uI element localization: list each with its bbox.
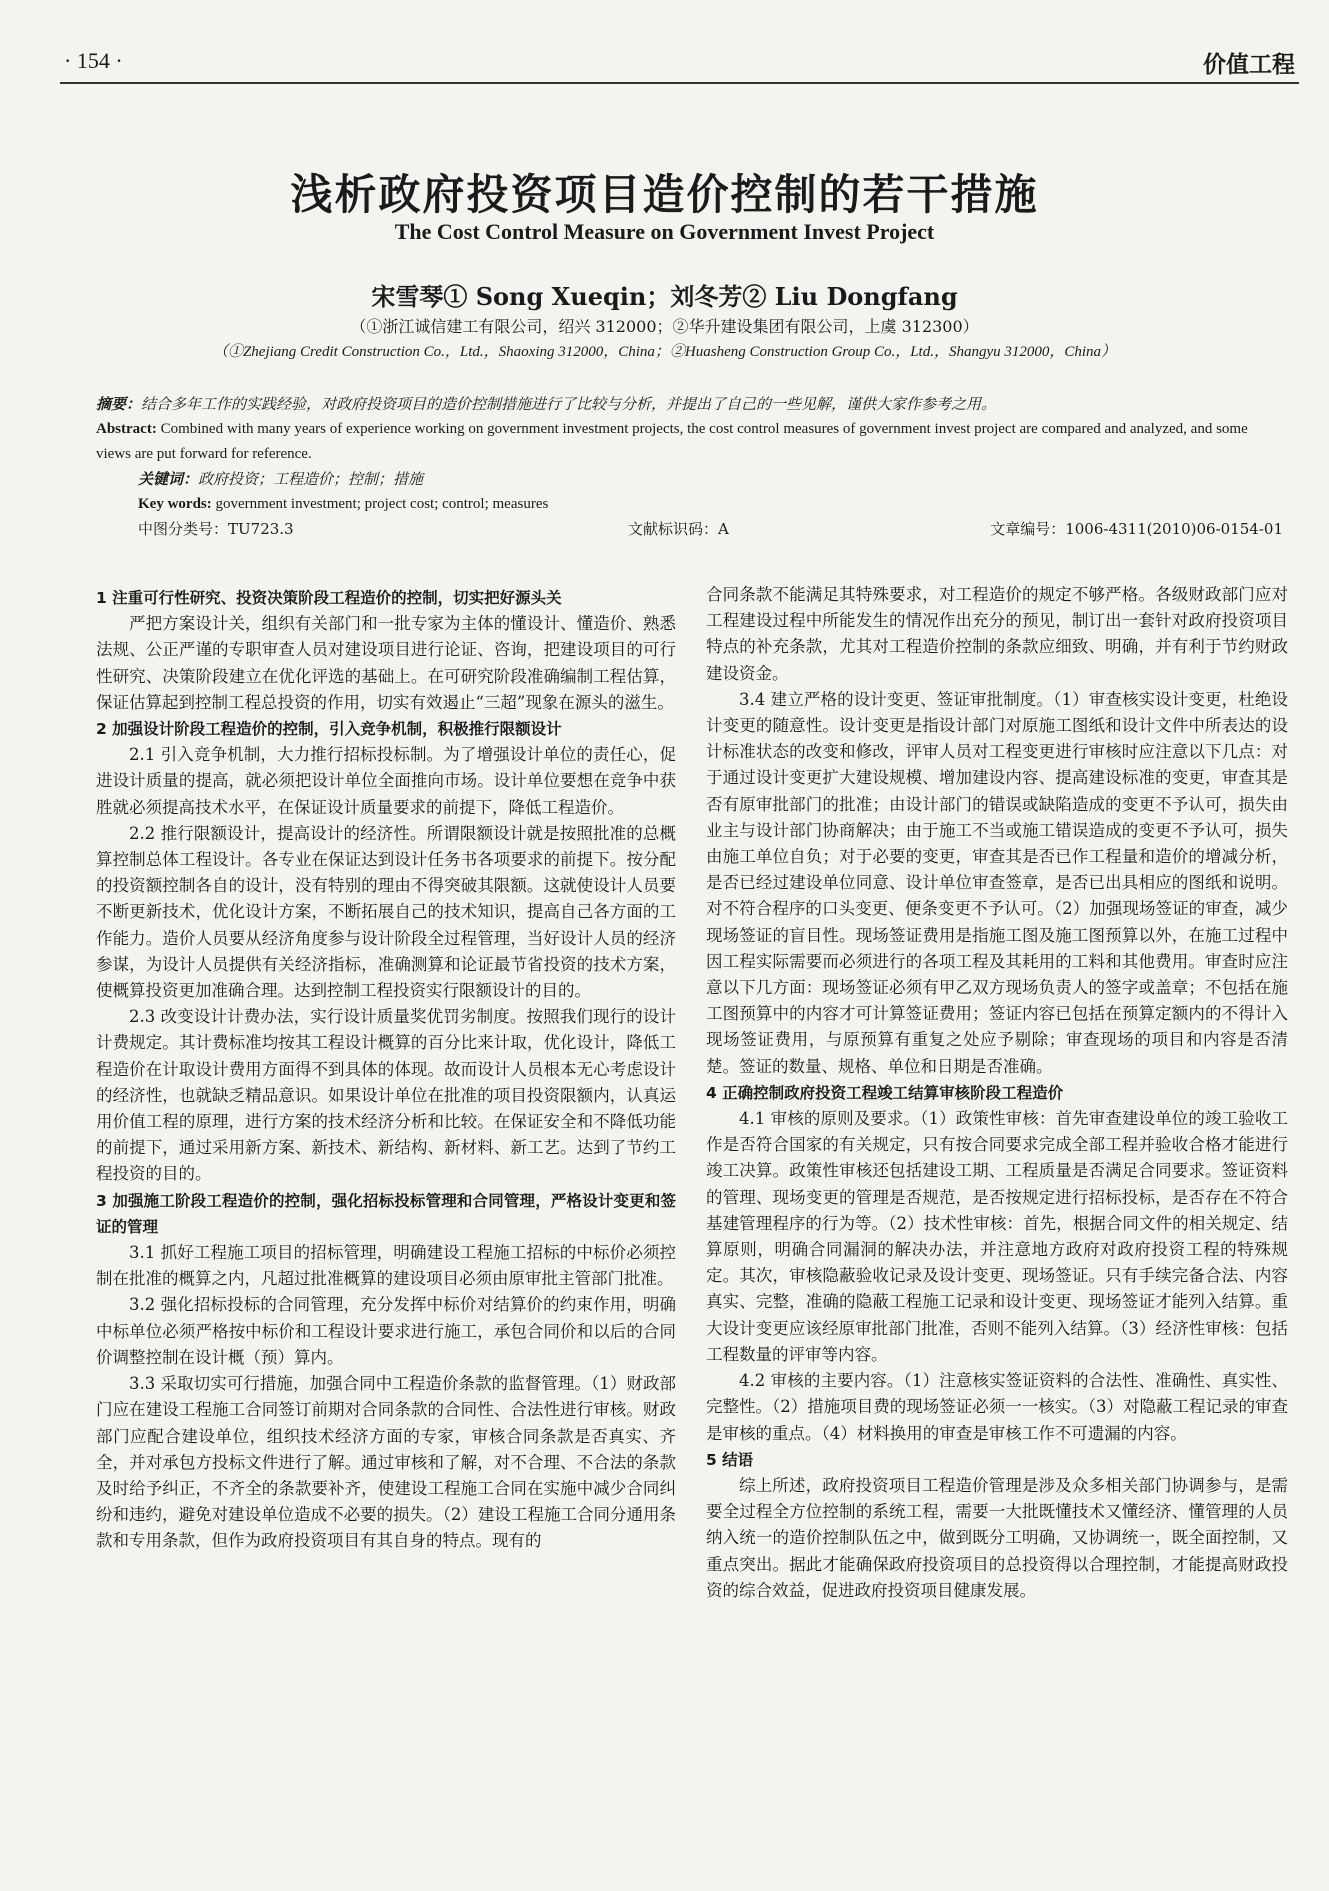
keywords-en-text: government investment; project cost; control; measures <box>215 496 549 512</box>
paragraph: 3.4 建立严格的设计变更、签证审批制度。（1）审查核实设计变更，杜绝设计变更的随意性。设计变更是指设计部门对原施工图纸和设计文件中所表达的设计标准状态的改变和修改，评审人员对工程变更进行审核时应注意以下几点：对于通过设计变更扩大建设规模、增加建设内容、提高建设标准的变更，审查其是否有原审批部门的批准；由设计部门的错误或缺陷造成的变更不予认可，损失由业主与设计部门协商解决；由于施工不当或施工错误造成的变更不予认可，损失由施工单位自负；对于必要的变更，审查其是否已作工程量和造价的增减分析，是否已经过建设单位同意、设计单位审查签章，是否已出具相应的图纸和说明。对不符合程序的口头变更、便条变更不予认可。（2）加强现场签证的审查，减少现场签证的盲目性。现场签证费用是指施工图及施工图预算以外，在施工过程中因工程实际需要而必须进行的各项工程及其耗用的工料和其他费用。审查时应注意以下几方面：现场签证必须有甲乙双方现场负责人的签字或盖章；不包括在施工图预算中的内容才可计算签证费用；签证内容已包括在预算定额内的不得计入现场签证费用，与原预算有重复之处应予剔除；审查现场的项目和内容是否清楚。签证的数量、规格、单位和日期是否准确。 <box>706 689 1288 1076</box>
abstract-english <box>54 417 1283 467</box>
section-heading-3: 3 加强施工阶段工程造价的控制，强化招标投标管理和合同管理，严格设计变更和签证的管理 <box>96 1191 676 1236</box>
paragraph: 4.1 审核的原则及要求。（1）政策性审核：首先审查建设单位的竣工验收工作是否符合国家的有关规定，只有按合同要求完成全部工程并验收合格才能进行竣工决算。政策性审核还包括建设工期、工程质量是否满足合同要求。签证资料的管理、现场变更的管理是否规范，是否按规定进行招标投标，是否存在不符合基建管理程序的行为等。（2）技术性审核：首先，根据合同文件的相关规定、结算原则，明确合同漏洞的解决办法，并注意地方政府对政府投资工程的特殊规定。其次，审核隐蔽验收记录及设计变更、现场签证。只有手续完备合法、内容真实、完整，准确的隐蔽工程施工记录和设计变更、现场签证才能列入结算。重大设计变更应该经原审批部门批准，否则不能列入结算。（3）经济性审核：包括工程数量的评审等内容。 <box>706 1109 1288 1364</box>
abstract-cn-label: 摘要： <box>96 395 142 413</box>
right-column <box>706 582 1288 1604</box>
abstract-cn-text: 结合多年工作的实践经验，对政府投资项目的造价控制措施进行了比较与分析，并提出了自己的一些见解，谨供大家作参考之用。 <box>141 395 997 413</box>
abstract-en-text: Combined with many years of experience working on government investment projects, the cost control measures of government invest project are compared and analyzed, and some views are put forward for reference. <box>96 421 1248 462</box>
article-number: 文章编号：1006-4311(2010)06-0154-01 <box>990 520 1283 538</box>
abstract-chinese <box>96 392 1283 417</box>
running-header <box>60 46 1299 84</box>
keywords-english <box>138 492 1283 517</box>
keywords-cn-text: 政府投资；工程造价；控制；措施 <box>198 470 424 488</box>
keywords-chinese <box>138 467 1283 492</box>
title-english: The Cost Control Measure on Government Invest Project <box>394 219 935 244</box>
section-heading-4: 4 正确控制政府投资工程竣工结算审核阶段工程造价 <box>706 1083 1064 1102</box>
authors: 宋雪琴① Song Xueqin；刘冬芳② Liu Dongfang <box>371 282 958 311</box>
paragraph: 综上所述，政府投资项目工程造价管理是涉及众多相关部门协调参与，是需要全过程全方位控制的系统工程，需要一大批既懂技术又懂经济、懂管理的人员纳入统一的造价控制队伍之中，做到既分工明确，又协调统一，既全面控制，又重点突出。据此才能确保政府投资项目的总投资得以合理控制，才能提高财政投资的综合效益，促进政府投资项目健康发展。 <box>706 1475 1288 1600</box>
section-heading-5: 5 结语 <box>706 1450 754 1469</box>
left-column <box>96 585 676 1555</box>
section-heading-2: 2 加强设计阶段工程造价的控制，引入竞争机制，积极推行限额设计 <box>96 720 562 739</box>
paragraph: 3.3 采取切实可行措施，加强合同中工程造价条款的监督管理。（1）财政部门应在建设工程施工合同签订前期对合同条款的合同性、合法性进行审核。财政部门应配合建设单位，组织技术经济方面的专家，审核合同条款是否真实、齐全，并对承包方投标文件进行了解。通过审核和了解，对不合理、不合法的条款及时给予纠正，不齐全的条款要补齐，使建设工程施工合同在实施中减少合同纠纷和违约，避免对建设单位造成不必要的损失。（2）建设工程施工合同分通用条款和专用条款，但作为政府投资项目有其自身的特点。现有的 <box>96 1374 676 1551</box>
title-chinese: 浅析政府投资项目造价控制的若干措施 <box>290 170 1039 219</box>
paragraph: 2.3 改变设计计费办法，实行设计质量奖优罚劣制度。按照我们现行的设计计费规定。其计费标准均按其工程设计概算的百分比来计取，优化设计，降低工程造价在计取设计费用方面得不到具体的体现。故而设计人员根本无心考虑设计的经济性，也就缺乏精品意识。如果设计单位在批准的项目投资限额内，认真运用价值工程的原理，进行方案的技术经济分析和比较。在保证安全和不降低功能的前提下，通过采用新方案、新技术、新结构、新材料、新工艺。达到了节约工程投资的目的。 <box>96 1007 676 1184</box>
affiliation-english: （①Zhejiang Credit Construction Co.，Ltd.，Shaoxing 312000，China；②Huasheng Construction Group Co.，Ltd.，Shangyu 312000，China） <box>212 344 1117 360</box>
paragraph: 3.2 强化招标投标的合同管理，充分发挥中标价对结算价的约束作用，明确中标单位必须严格按中标价和工程设计要求进行施工，承包合同价和以后的合同价调整控制在设计概（预）算内。 <box>96 1295 676 1367</box>
paragraph: 2.2 推行限额设计，提高设计的经济性。所谓限额设计就是按照批准的总概算控制总体工程设计。各专业在保证达到设计任务书各项要求的前提下。按分配的投资额控制各自的设计，没有特别的理由不得突破其限额。这就使设计人员要不断更新技术，优化设计方案，不断拓展自己的技术知识，提高自己各方面的工作能力。造价人员要从经济角度参与设计阶段全过程管理，当好设计人员的经济参谋，为设计人员提供有关经济指标，准确测算和论证最节省投资的技术方案，使概算投资更加准确合理。达到控制工程投资实行限额设计的目的。 <box>96 823 676 1001</box>
paragraph: 严把方案设计关，组织有关部门和一批专家为主体的懂设计、懂造价、熟悉法规、公正严谨的专职审查人员对建设项目进行论证、咨询，把建设项目的可行性研究、决策阶段建立在优化评选的基础上。在可研究阶段准确编制工程估算，保证估算起到控制工程总投资的作用，切实有效遏止“三超”现象在源头的滋生。 <box>96 614 676 712</box>
keywords-cn-label: 关键词： <box>138 470 199 488</box>
clc-number: 中图分类号：TU723.3 <box>138 520 294 538</box>
document-code: 文献标识码：A <box>628 520 729 538</box>
keywords-en-label: Key words: <box>138 496 212 512</box>
paragraph: 合同条款不能满足其特殊要求，对工程造价的规定不够严格。各级财政部门应对工程建设过程中所能发生的情况作出充分的预见，制订出一套针对政府投资项目特点的补充条款，尤其对工程造价控制的条款应细致、明确，并有利于节约财政建设资金。 <box>706 585 1288 683</box>
section-heading-1: 1 注重可行性研究、投资决策阶段工程造价的控制，切实把好源头关 <box>96 589 562 607</box>
paragraph: 2.1 引入竞争机制，大力推行招标投标制。为了增强设计单位的责任心，促进设计质量的提高，就必须把设计单位全面推向市场。设计单位要想在竞争中获胜就必须提高技术水平，在保证设计质量要求的前提下，降低工程造价。 <box>96 745 676 817</box>
affiliation-chinese: （①浙江诚信建工有限公司，绍兴 312000；②华升建设集团有限公司，上虞 312300） <box>350 317 979 336</box>
paragraph: 4.2 审核的主要内容。（1）注意核实签证资料的合法性、准确性、真实性、完整性。（2）措施项目费的现场签证必须一一核实。（3）对隐蔽工程记录的审查是审核的重点。（4）材料换用的审查是审核工作不可遗漏的内容。 <box>706 1371 1288 1443</box>
paragraph: 3.1 抓好工程施工项目的招标管理，明确建设工程施工招标的中标价必须控制在批准的概算之内，凡超过批准概算的建设项目必须由原审批主管部门批准。 <box>96 1243 676 1289</box>
abstract-block <box>96 392 1283 543</box>
classification-row <box>138 517 1283 543</box>
abstract-en-label: Abstract: <box>96 421 157 437</box>
journal-name: 价值工程 <box>1203 52 1295 78</box>
page-number: · 154 · <box>64 48 123 73</box>
